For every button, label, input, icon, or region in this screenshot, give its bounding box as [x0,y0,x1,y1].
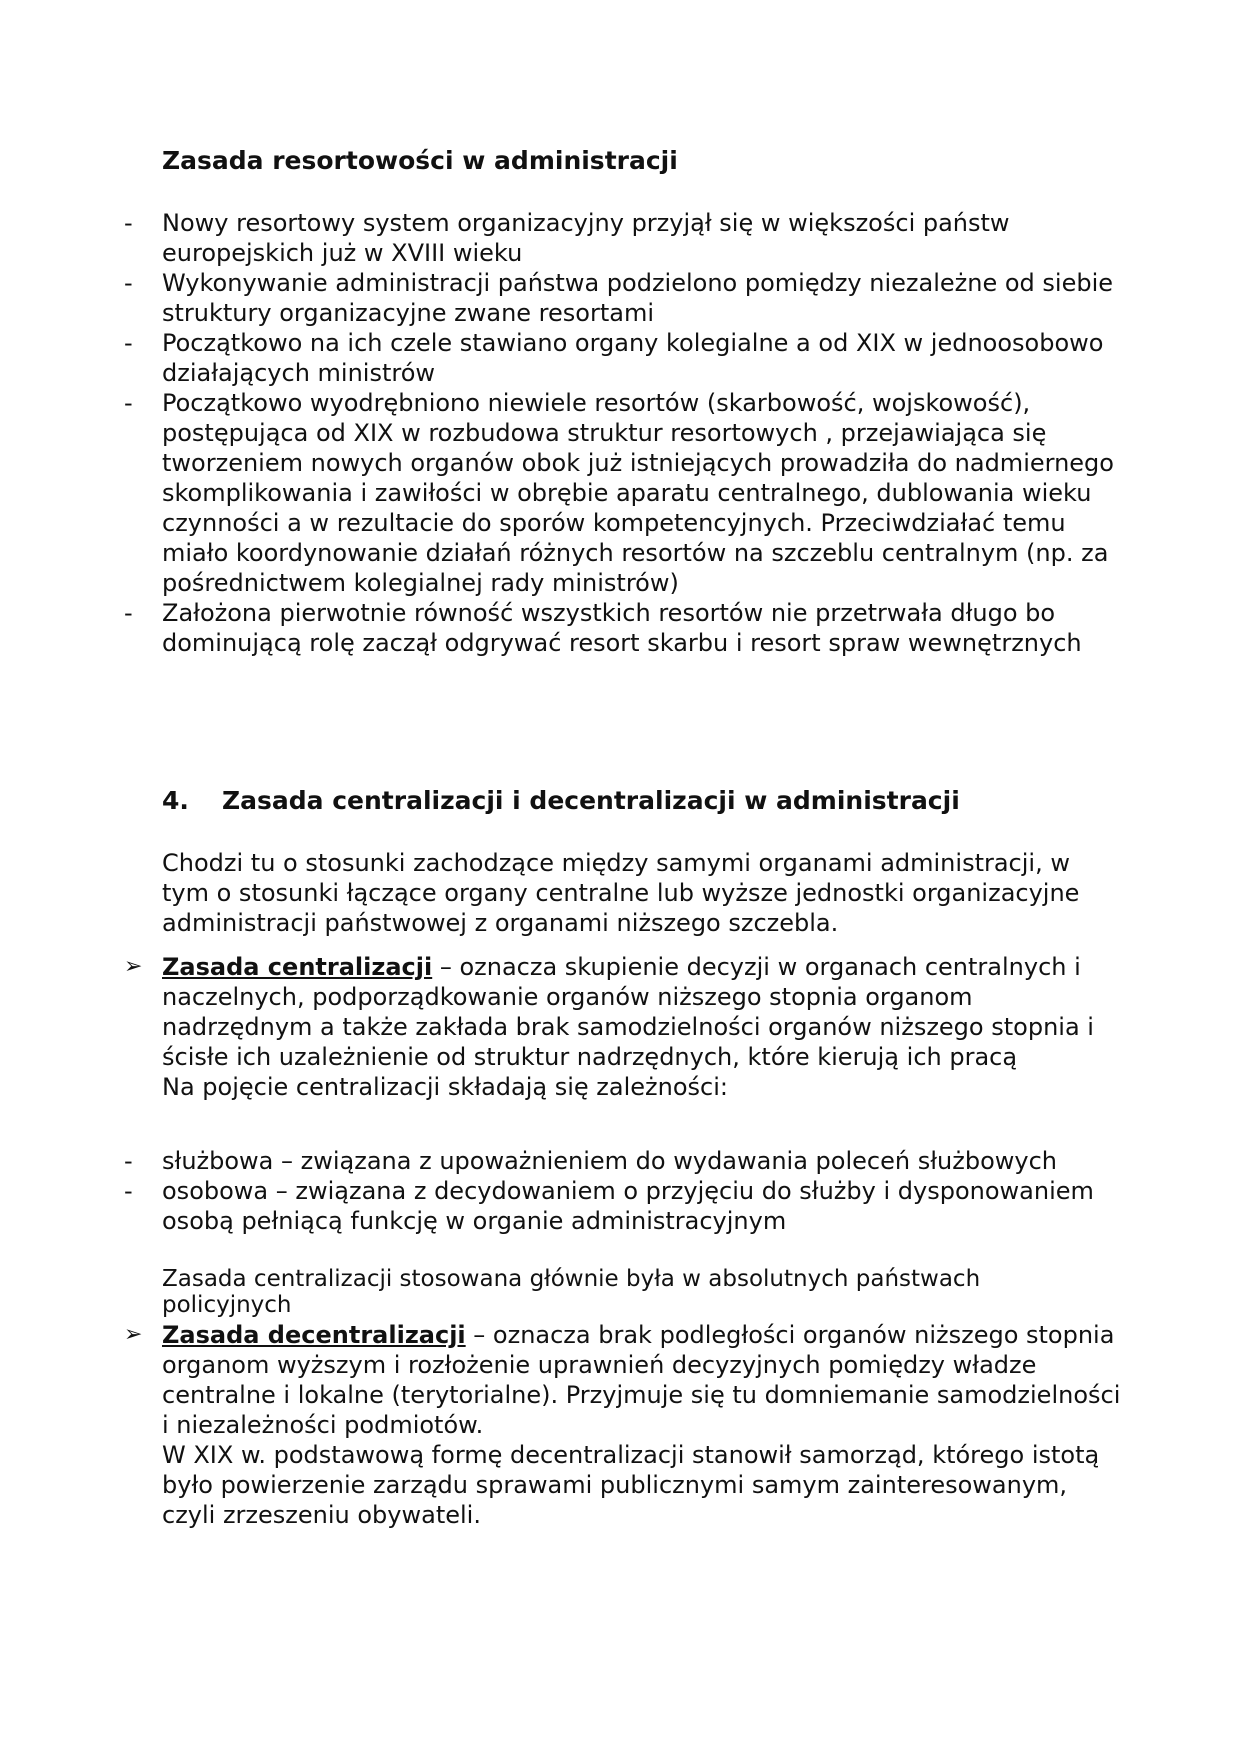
list-item: - Założona pierwotnie równość wszystkich resortów nie przetrwała długo bo dominującą rolę zaczął odgrywać resort skarbu i resort spraw wewnętrznych [124,599,1082,657]
centralizacja-body: Zasada centralizacji – oznacza skupienie decyzji w organach centralnych i naczelnych, podporządkowanie organów niższego stopnia organom nadrzędnym a także zakłada brak samodzielności organów niższego stopnia i ścisłe ich uzależnienie od struktur nadrzędnych, które kierują ich pracą [162,953,1094,1071]
centralizacja-note: Zasada centralizacji stosowana głównie była w absolutnych państwach policyjnych [162,1266,981,1318]
decentralizacja-body: Zasada decentralizacji – oznacza brak podległości organów niższego stopnia organom wyższym i rozłożenie uprawnień decyzyjnych pomiędzy władze centralne i lokalne (terytorialne). Przyjmuje się tu domniemanie samodzielności i niezależności podmiotów. [162,1321,1121,1439]
section-number: 4. [162,786,189,815]
list-item: - Nowy resortowy system organizacyjny przyjął się w większości państw europejskich już w XVIII wieku [124,209,1010,267]
list-item: - Początkowo na ich czele stawiano organy kolegialne a od XIX w jednoosobowo działających ministrów [124,329,1104,387]
dash-bullet: - [124,1147,133,1175]
centralizacja-item [124,952,1124,1102]
decentralizacja-item [124,1320,1124,1530]
section-intro: Chodzi tu o stosunki zachodzące między samymi organami administracji, w tym o stosunki łączące organy centralne lub wyższe jednostki organizacyjne administracji państwowej z organami niższego szczebla. [162,849,1080,937]
dash-bullet: - [124,389,133,417]
arrow-bullet-icon: ➢ [124,954,143,979]
arrow-bullet-icon: ➢ [124,1322,143,1347]
bullet-list-resortowosc [124,208,1124,658]
bullet-list-zaleznosci [124,1146,1124,1236]
dash-bullet: - [124,1177,133,1205]
section-title: Zasada centralizacji i decentralizacji w administracji [222,786,960,815]
dash-bullet: - [124,269,133,297]
dash-bullet: - [124,209,133,237]
centralizacja-term: Zasada centralizacji [162,953,433,981]
page-heading: Zasada resortowości w administracji [162,146,678,175]
list-item: - Wykonywanie administracji państwa podzielono pomiędzy niezależne od siebie struktury organizacyjne zwane resortami [124,269,1113,327]
list-item: - służbowa – związana z upoważnieniem do wydawania poleceń służbowych [124,1147,1057,1175]
list-item: - osobowa – związana z decydowaniem o przyjęciu do służby i dysponowaniem osobą pełniącą funkcję w organie administracyjnym [124,1177,1094,1235]
dash-bullet: - [124,329,133,357]
dash-bullet: - [124,599,133,627]
section-4-heading [162,786,960,816]
list-item: - Początkowo wyodrębniono niewiele resortów (skarbowość, wojskowość), postępująca od XIX w rozbudowa struktur resortowych , przejawiająca się tworzeniem nowych organów obok już istniejących prowadziła do nadmiernego skomplikowania i zawiłości w obrębie aparatu centralnego, dublowania wieku czynności a w rezultacie do sporów kompetencyjnych. Przeciwdziałać temu miało koordynowanie działań różnych resortów na szczeblu centralnym (np. za pośrednictwem kolegialnej rady ministrów) [124,389,1114,597]
decentralizacja-term: Zasada decentralizacji [162,1321,466,1349]
centralizacja-subline: Na pojęcie centralizacji składają się zależności: [162,1073,728,1101]
decentralizacja-extra: W XIX w. podstawową formę decentralizacji stanowił samorząd, którego istotą było powierzenie zarządu sprawami publicznymi samym zainteresowanym, czyli zrzeszeniu obywateli. [162,1441,1100,1529]
